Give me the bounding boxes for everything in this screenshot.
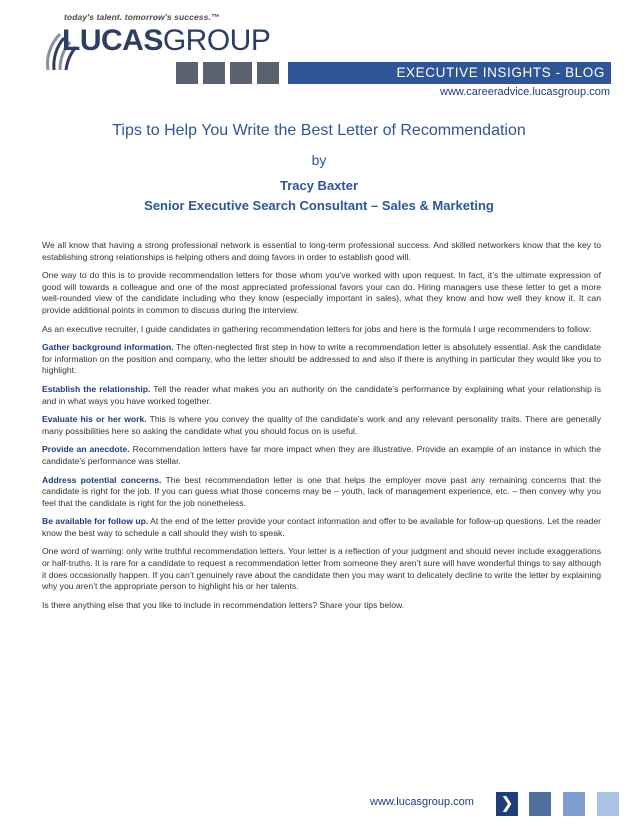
paragraph: As an executive recruiter, I guide candidates in gathering recommendation letters for jobs and here is the formula I urge recommenders to follow: [42, 323, 592, 334]
article-body [42, 240, 601, 618]
tip-paragraph [42, 384, 601, 407]
logo-text-bold: LUCAS [62, 24, 163, 57]
tip-heading: Establish the relationship. [42, 383, 151, 394]
tip-heading: Provide an anecdote. [42, 444, 130, 455]
tip-heading: Evaluate his or her work. [42, 414, 147, 425]
banner-title: EXECUTIVE INSIGHTS - BLOG [396, 65, 605, 80]
warning-paragraph: One word of warning: only write truthful recommendation letters. Your letter is a reflection of your judgment and should never include exaggerations or half-truths. It is rare for a candidate to request a recommendation letter from someone they aren’t sure will have wonderful things to say although it does occasionally happen. If you can’t genuinely rave about the candidate then you may want to delicately decline to write the letter by explaining why you aren’t the appropriate person to highlight his or her talents. [42, 546, 601, 592]
tagline: today's talent. tomorrow's success.™ [64, 12, 220, 22]
footer-decor-box [597, 792, 619, 816]
tip-text: This is where you convey the quality of the candidate’s work and any relevant personality traits. There are generally many possibilities here so asking the candidate what you should focus on is useful. [42, 414, 601, 436]
logo-text-light: GROUP [162, 24, 271, 57]
footer-decor-box [563, 792, 585, 816]
author-name: Tracy Baxter [279, 178, 359, 193]
blog-banner [288, 62, 611, 84]
tip-paragraph [42, 414, 601, 437]
decor-square [176, 62, 198, 84]
decor-square [230, 62, 252, 84]
logo-wordmark [62, 24, 270, 58]
tip-text: At the end of the letter provide your contact information and offer to be available for follow-up questions. Let the reader know the best way to schedule a call should they wish to speak. [42, 516, 601, 538]
tip-text: The often-neglected first step in how to write a recommendation letter is absolutely essential. Ask the candidate for information on the position and company, who the letter should be addressed to and also if there is anything in particular they would like you to highlight. [42, 342, 601, 376]
tip-paragraph [42, 475, 601, 510]
tip-text: The best recommendation letter is one that helps the employer move past any remaining concerns that the candidate is right for the job. If you can guess what those concerns may be – youth, lack of management experience, etc. – then convey why you feel that the candidate is right for the job nonetheless. [42, 474, 601, 508]
tip-heading: Be available for follow up. [42, 516, 149, 527]
footer-decor-box [529, 792, 551, 816]
paragraph: We all know that having a strong professional network is essential to long-term professional success. And skilled networkers know that the key to establishing strong relationships is helping others and doing favors in order to establish good will. [42, 240, 601, 262]
closing-paragraph: Is there anything else that you like to include in recommendation letters? Share your tips below. [42, 599, 405, 610]
header-site-link[interactable]: www.careeradvice.lucasgroup.com [440, 86, 610, 98]
tip-paragraph [42, 516, 601, 539]
author-title: Senior Executive Search Consultant – Sales & Marketing [144, 198, 494, 213]
tip-text: Tell the reader what makes you an authority on the candidate’s performance by explaining what your relationship is and in what ways you have worked together. [42, 383, 602, 406]
footer-site-link[interactable]: www.lucasgroup.com [370, 796, 474, 808]
tip-heading: Address potential concerns. [42, 474, 162, 485]
tip-text: Recommendation letters have far more impact when they are illustrative. Provide an example of an instance in which the candidate’s performance was stellar. [42, 444, 601, 466]
tip-paragraph [42, 342, 601, 377]
chevron-right-icon[interactable]: ❯ [496, 792, 518, 816]
decor-square [257, 62, 279, 84]
decor-square [203, 62, 225, 84]
tip-paragraph [42, 444, 601, 467]
paragraph: One way to do this is to provide recommendation letters for those whom you’ve worked with upon request. In fact, it’s the ultimate expression of good will towards a colleague and one of the most appreciated professional favors your can do. Hiring managers use these letter to get a more well-rounded view of the candidate including who they know (especially important in sales), what they know and how well they know it. It can provide additional points in common to discuss during the interview. [42, 270, 601, 315]
tip-heading: Gather background information. [42, 342, 174, 353]
article-title: Tips to Help You Write the Best Letter of Recommendation [112, 122, 526, 139]
byline-by: by [311, 152, 327, 168]
